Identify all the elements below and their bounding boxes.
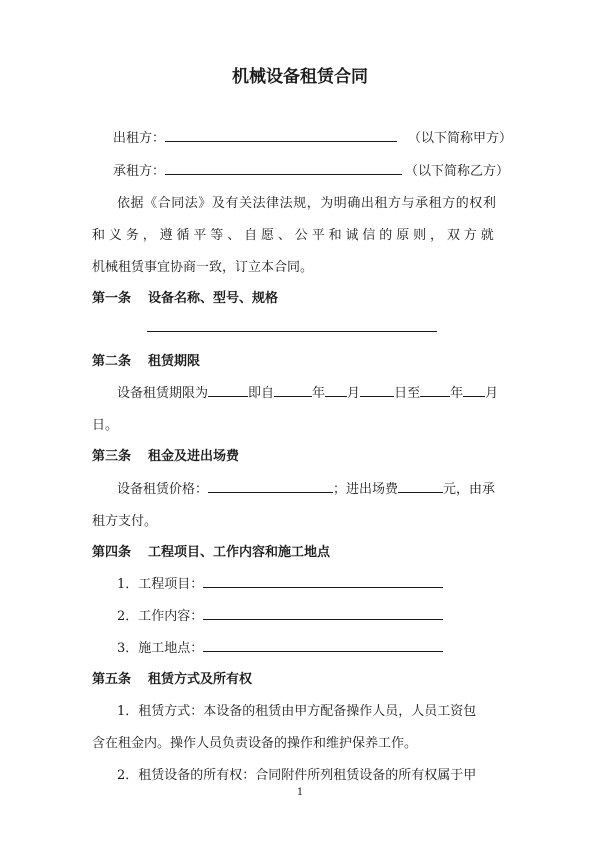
start-month-blank[interactable]: [325, 383, 347, 397]
lessor-row: [113, 127, 397, 146]
equipment-blank[interactable]: [147, 318, 437, 332]
month-label-2: 月: [485, 386, 499, 401]
article-5-p1-line-1: 1．租赁方式：本设备的租赁由甲方配备操作人员，人员工资包: [117, 704, 477, 719]
year-label: 年: [312, 386, 326, 401]
price-label: 设备租赁价格：: [117, 482, 209, 497]
start-day-blank[interactable]: [360, 383, 394, 397]
article-1-blank-row: [147, 318, 437, 336]
site-row: [117, 637, 443, 656]
page-title: 机械设备租赁合同: [232, 67, 368, 87]
article-2-line-1: [117, 382, 498, 401]
fee-label: ；进出场费: [333, 482, 399, 497]
article-4-title: 工程项目、工作内容和施工地点: [148, 545, 331, 560]
article-2-heading: [92, 350, 200, 369]
lessor-blank[interactable]: [165, 128, 397, 142]
article-1-heading: [92, 287, 278, 306]
to-label: 日至: [394, 386, 421, 401]
article-5-p1-line-2: 含在租金内。操作人员负责设备的操作和维护保养工作。: [92, 736, 418, 751]
preamble-line-3: 机械租赁事宜协商一致，订立本合同。: [92, 260, 314, 275]
site-blank[interactable]: [203, 638, 443, 652]
lessor-suffix: （以下简称甲方）: [408, 131, 513, 146]
preamble-line-1: 依据《合同法》及有关法律法规，为明确出租方与承租方的权利: [117, 196, 497, 211]
end-year-blank[interactable]: [420, 383, 450, 397]
article-5-heading: [92, 668, 252, 687]
project-label: 1．工程项目：: [117, 577, 204, 592]
article-3-line-1: [117, 478, 495, 497]
page-number: 1: [296, 787, 304, 798]
article-4-heading: [92, 541, 330, 560]
article-2-title: 租赁期限: [148, 354, 201, 369]
work-content-blank[interactable]: [203, 606, 443, 620]
article-3-number: 第三条: [92, 449, 132, 464]
project-blank[interactable]: [203, 574, 443, 588]
article-3-title: 租金及进出场费: [148, 449, 240, 464]
project-row: [117, 573, 443, 592]
work-content-label: 2．工作内容：: [117, 609, 204, 624]
preamble-line-2: 和义务，遵循平等、自愿、公平和诚信的原则，双方就: [92, 228, 498, 243]
lease-term-label: 设备租赁期限为: [117, 386, 209, 401]
lessee-blank[interactable]: [165, 161, 402, 175]
fee-blank[interactable]: [398, 479, 443, 493]
article-5-title: 租赁方式及所有权: [148, 672, 253, 687]
article-1-title: 设备名称、型号、规格: [148, 291, 279, 306]
lessee-row: [113, 160, 402, 179]
article-5-number: 第五条: [92, 672, 132, 687]
article-3-heading: [92, 445, 239, 464]
article-3-line-2: 租方支付。: [92, 514, 158, 529]
lessor-label: 出租方：: [113, 131, 166, 146]
year-label-2: 年: [450, 386, 464, 401]
month-label: 月: [347, 386, 361, 401]
work-content-row: [117, 605, 443, 624]
end-month-blank[interactable]: [463, 383, 485, 397]
from-label: 即自: [248, 386, 275, 401]
article-2-line-2: 日。: [92, 418, 119, 433]
price-blank[interactable]: [208, 479, 333, 493]
lease-term-blank[interactable]: [208, 383, 248, 397]
start-year-blank[interactable]: [274, 383, 312, 397]
lessee-suffix: （以下简称乙方）: [405, 164, 510, 179]
site-label: 3．施工地点：: [117, 641, 204, 656]
fee-unit: 元，由承: [443, 482, 496, 497]
article-2-number: 第二条: [92, 354, 132, 369]
article-5-p2-line-1: 2．租赁设备的所有权：合同附件所列租赁设备的所有权属于甲: [117, 768, 477, 783]
lessee-label: 承租方：: [113, 164, 166, 179]
article-4-number: 第四条: [92, 545, 132, 560]
article-1-number: 第一条: [92, 291, 132, 306]
